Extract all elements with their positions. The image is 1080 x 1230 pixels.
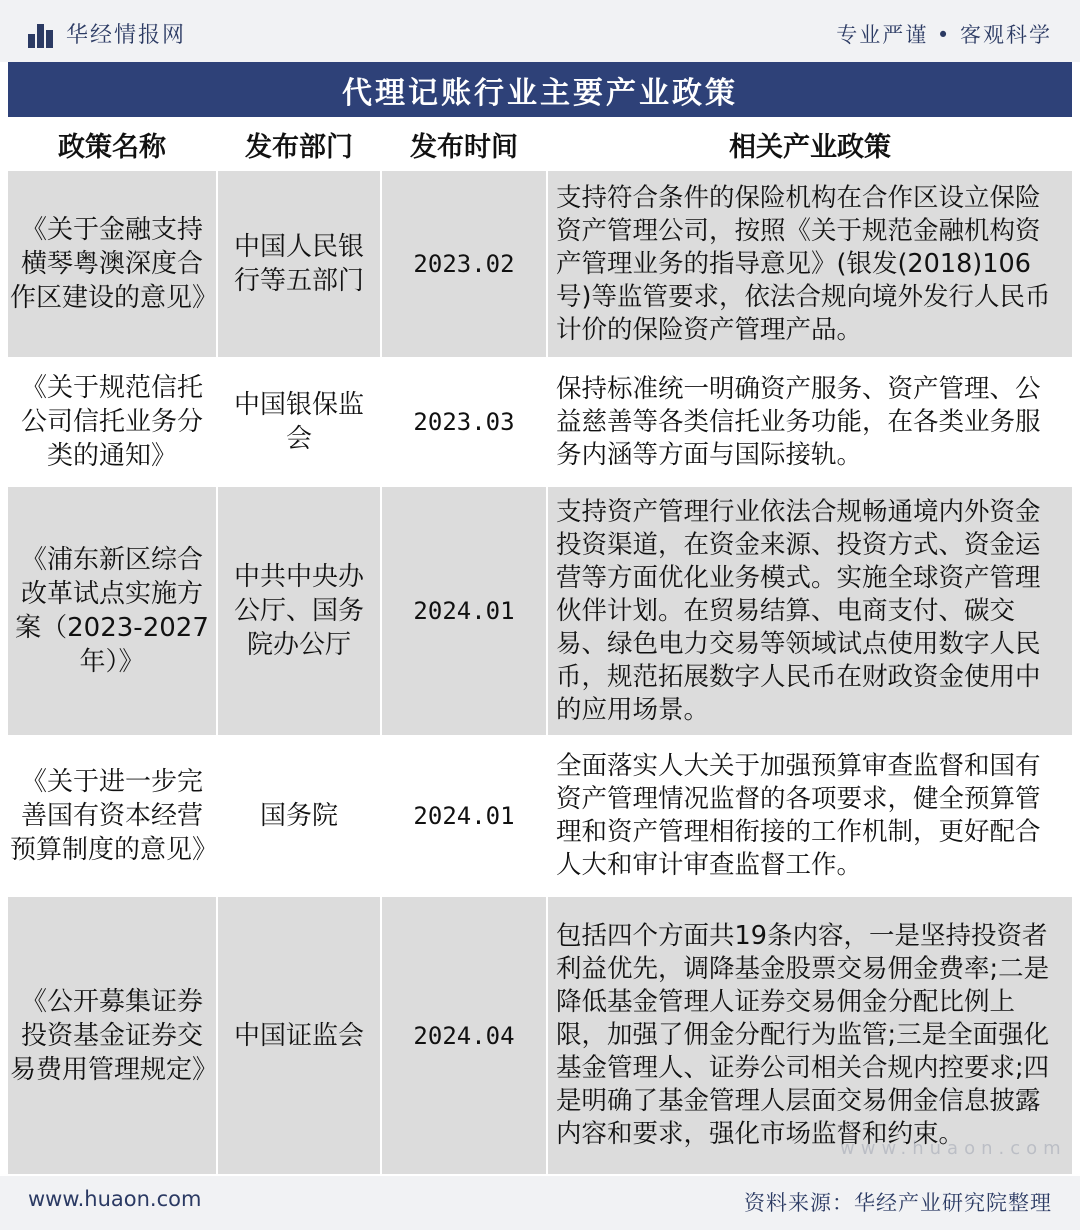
page-title: 代理记账行业主要产业政策 <box>342 75 738 111</box>
table-row <box>8 897 1072 1174</box>
column-header-department: 发布部门 <box>245 131 353 163</box>
date-cell: 2024.01 <box>382 487 546 735</box>
department-cell: 中国证监会 <box>218 897 380 1174</box>
department-cell: 中共中央办公厅、国务院办公厅 <box>218 487 380 735</box>
bar-chart-logo-icon <box>26 20 56 48</box>
brand-name: 华经情报网 <box>66 23 187 48</box>
date-cell: 2023.03 <box>413 408 515 436</box>
title-band <box>8 62 1072 117</box>
table-row <box>8 359 1072 485</box>
table-row <box>8 171 1072 357</box>
policy-content-cell: 全面落实人大关于加强预算审查监督和国有资产管理情况监督的各项要求，健全预算管理和资产管理相衔接的工作机制，更好配合人大和审计审查监督工作。 <box>556 751 1041 880</box>
policy-name-cell: 《关于金融支持横琴粤澳深度合作区建设的意见》 <box>8 171 216 357</box>
slogan: 专业严谨 • 客观科学 <box>836 23 1052 47</box>
brand-logo <box>26 18 186 49</box>
column-header-date: 发布时间 <box>410 131 518 163</box>
department-cell: 中国银保监会 <box>233 390 364 454</box>
policy-name-cell: 《关于规范信托公司信托业务分类的通知》 <box>20 373 203 471</box>
policy-name-cell: 《浦东新区综合改革试点实施方案（2023-2027年）》 <box>8 487 216 735</box>
date-cell: 2024.01 <box>413 802 515 830</box>
footer <box>0 1176 1080 1230</box>
column-header-policy-name: 政策名称 <box>58 131 166 163</box>
date-cell: 2024.04 <box>382 897 546 1174</box>
policy-name-cell: 《公开募集证券投资基金证券交易费用管理规定》 <box>8 897 216 1174</box>
data-source: 资料来源：华经产业研究院整理 <box>744 1191 1052 1215</box>
policy-content-cell: 支持符合条件的保险机构在合作区设立保险资产管理公司，按照《关于规范金融机构资产管理业务的指导意见》(银发(2018)106号)等监管要求，依法合规向境外发行人民币计价的保险资产管理产品。 <box>548 171 1072 357</box>
top-bar <box>0 0 1080 62</box>
table-row <box>8 487 1072 735</box>
policy-content-cell: 保持标准统一明确资产服务、资产管理、公益慈善等各类信托业务功能，在各类业务服务内涵等方面与国际接轨。 <box>556 373 1041 470</box>
table-row <box>8 737 1072 895</box>
site-url: www.huaon.com <box>28 1187 202 1211</box>
department-cell: 中国人民银行等五部门 <box>218 171 380 357</box>
policy-content-cell: 包括四个方面共19条内容，一是坚持投资者利益优先，调降基金股票交易佣金费率;二是降低基金管理人证券交易佣金分配比例上限，加强了佣金分配行为监管;三是全面强化基金管理人、证券公司相关合规内控要求;四是明确了基金管理人层面交易佣金信息披露内容和要求，强化市场监督和约束。 <box>548 897 1072 1174</box>
table-header <box>8 117 1072 171</box>
department-cell: 国务院 <box>259 801 338 831</box>
policy-content-cell: 支持资产管理行业依法合规畅通境内外资金投资渠道，在资金来源、投资方式、资金运营等方面优化业务模式。实施全球资产管理伙伴计划。在贸易结算、电商支付、碳交易、绿色电力交易等领域试点使用数字人民币，规范拓展数字人民币在财政资金使用中的应用场景。 <box>548 487 1072 735</box>
column-header-policy-content: 相关产业政策 <box>729 131 891 163</box>
date-cell: 2023.02 <box>382 171 546 357</box>
policy-name-cell: 《关于进一步完善国有资本经营预算制度的意见》 <box>10 767 219 865</box>
